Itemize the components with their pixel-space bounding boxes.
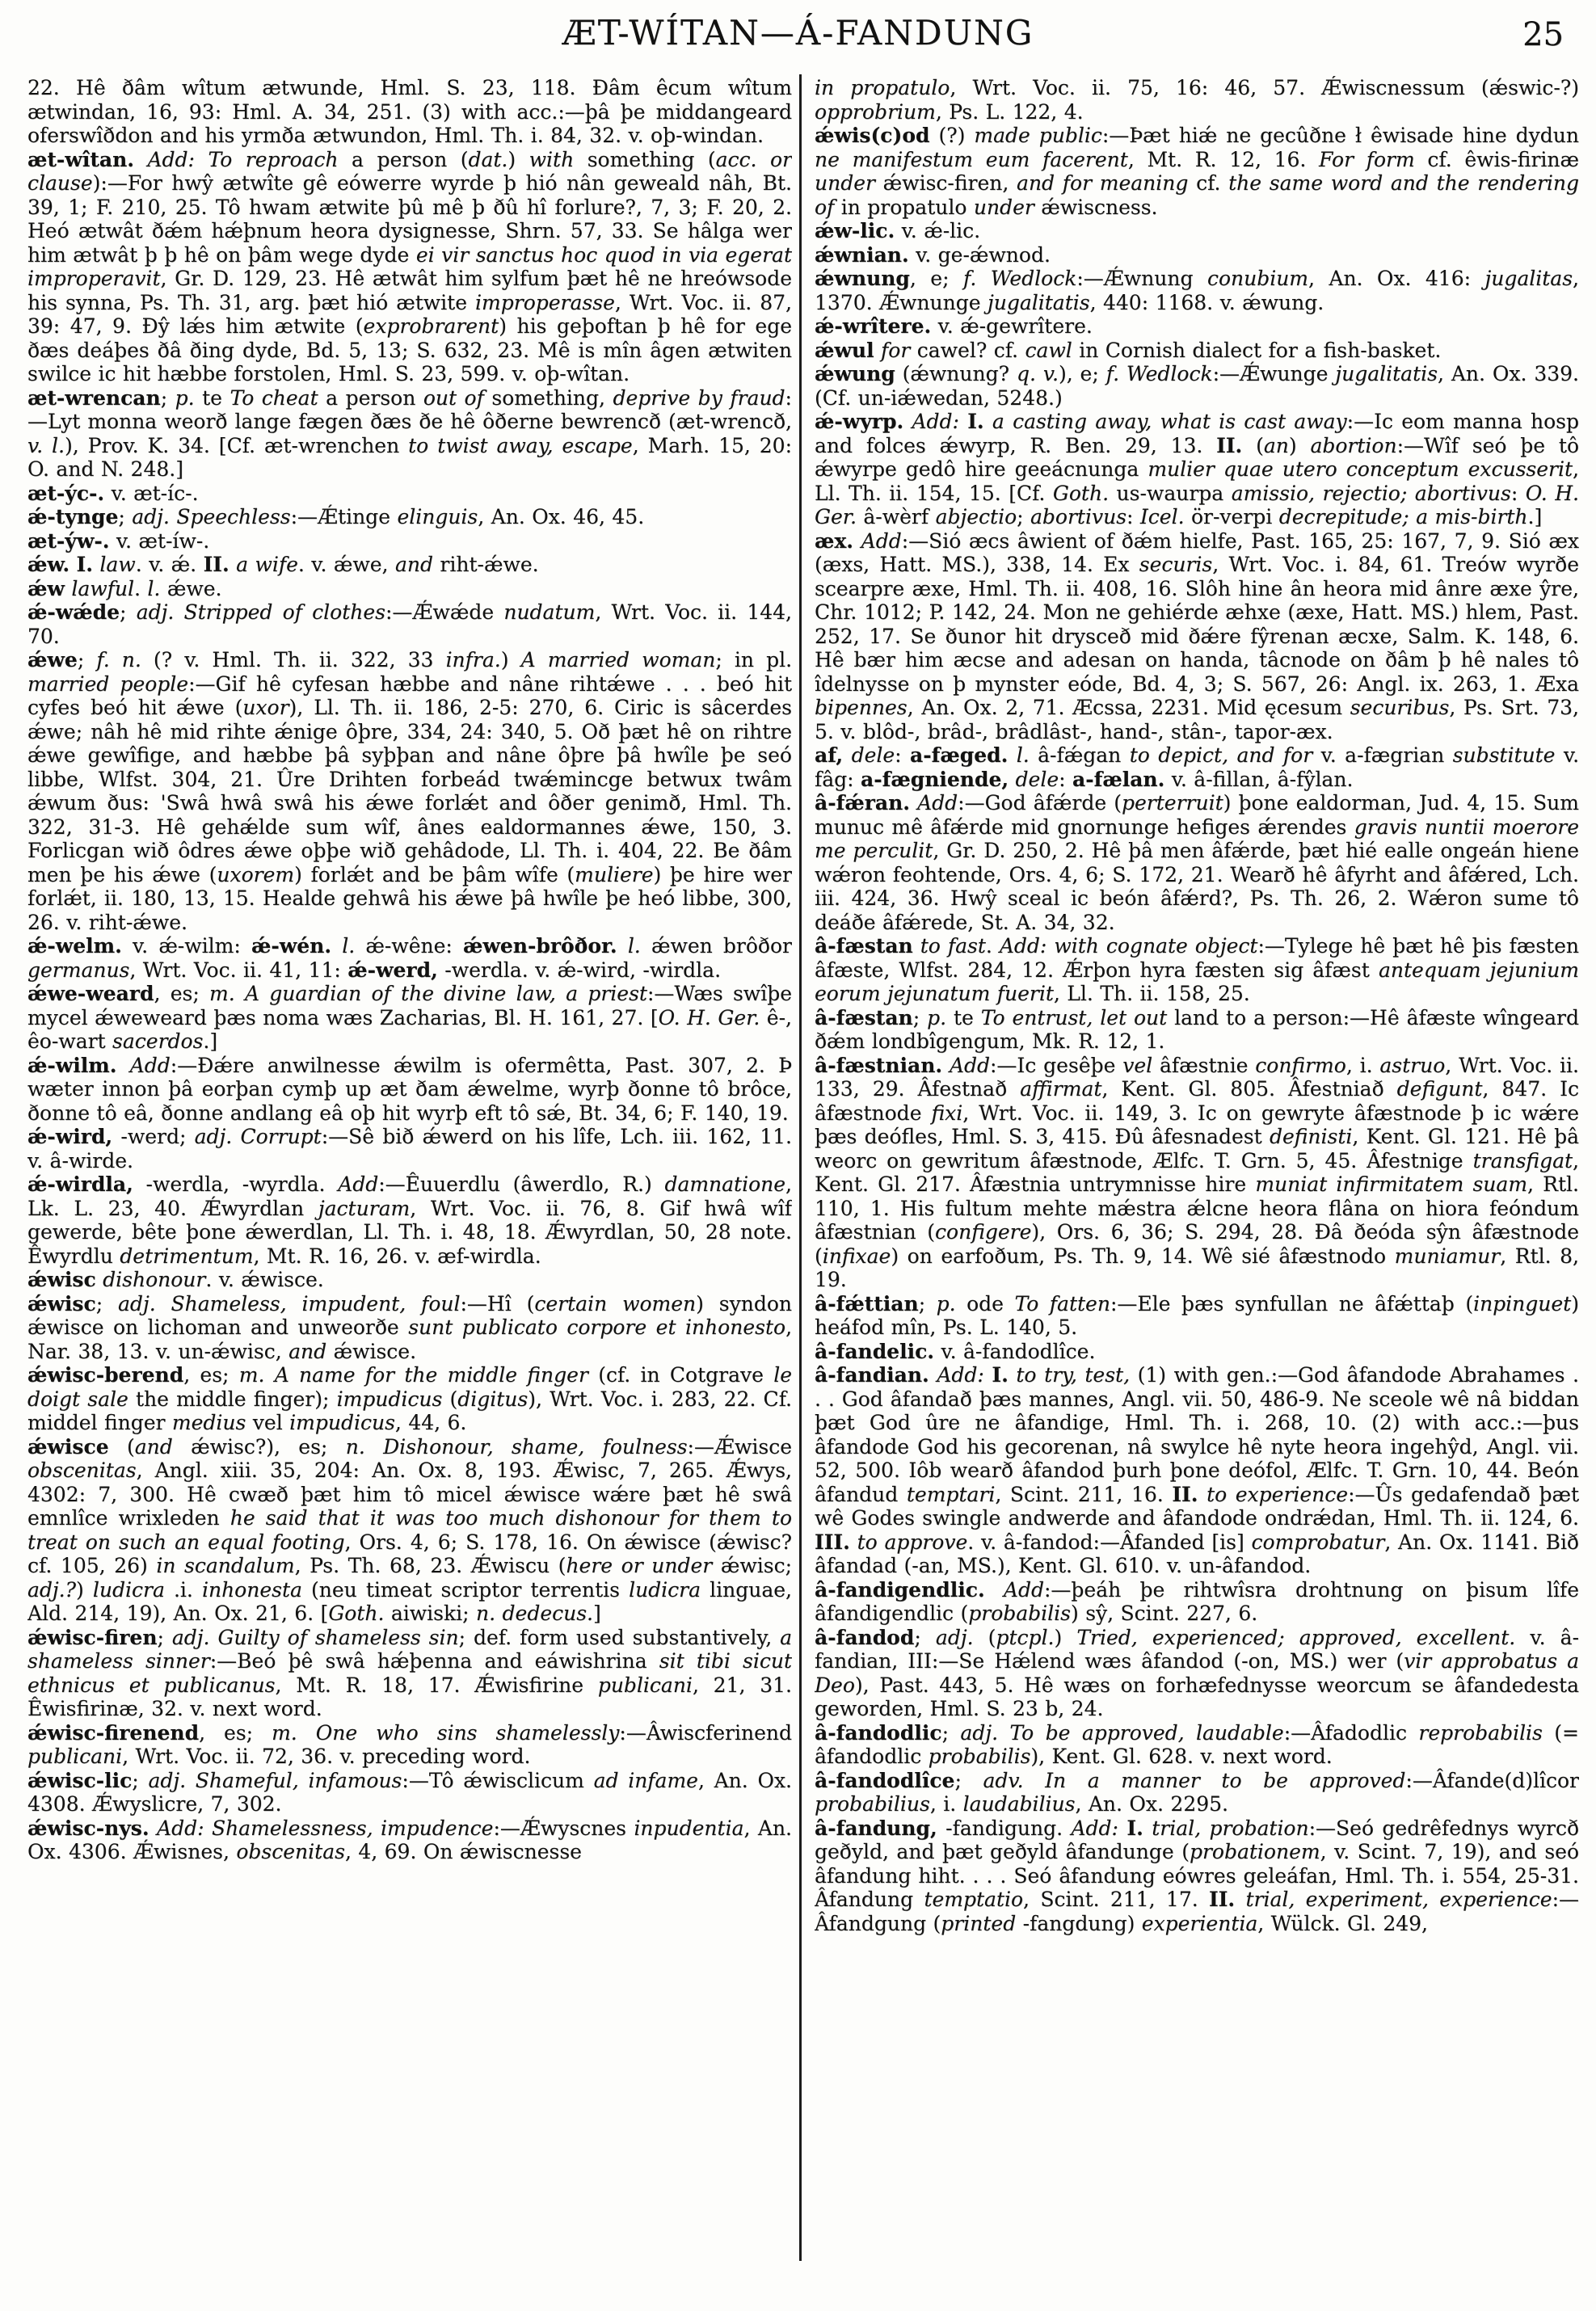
dictionary-entry: ǽwisc-nys. Add: Shamelessness, impudence:—Ǽwyscnes inpudentia, An. Ox. 4306. Ǽwisnes, obscenitas, 4, 69. On ǽwiscnesse [27, 1816, 792, 1863]
dictionary-entry: ǽwisc; adj. Shameless, impudent, foul:—Hî (certain women) syndon ǽwisce on lichoman and unweorðe sunt publicato corpore et inhonesto, Nar. 38, 13. v. un-ǽwisc, and ǽwisce. [27, 1291, 792, 1363]
dictionary-entry: â-fandodlîce; adv. In a manner to be approved:—Âfande(d)lîcor probabilius, i. laudabilius, An. Ox. 2295. [815, 1768, 1579, 1816]
dictionary-entry: æt-wîtan. Add: To reproach a person (dat.) with something (acc. or clause):—For hwŷ ætwîte gê eówerre wyrde þ hió nân geweald nâh, Bt. 39, 1; F. 210, 25. Tô hwam ætwite þû mê þ ðû hî forlure?, 7, 3; F. 20, 2. Heó ætwât ðǽm hǽþnum heora dysignesse, Shrn. 57, 33. Se hâlga wer him ætwât þ þ hê on þâm wege dyde ei vir sanctus hoc quod in via egerat improperavit, Gr. D. 129, 23. Hê ætwât him sylfum þæt hê ne hreówsode his synna, Ps. Th. 31, arg. þæt hió ætwite improperasse, Wrt. Voc. ii. 87, 39: 47, 9. Ðŷ lǽs him ætwite (exprobrarent) his geþoftan þ hê for ege ðæs deáþes ðâ ðing dyde, Bd. 5, 13; S. 632, 23. Mê is mîn âgen ætwiten swilce ic hit hæbbe forstolen, Hml. S. 23, 599. v. oþ-wîtan. [27, 147, 792, 385]
page-header-title: ÆT-WÍTAN—Á-FANDUNG [562, 13, 1034, 53]
dictionary-entry: æt-ýc-. v. æt-íc-. [27, 481, 199, 505]
right-column [815, 76, 1579, 2290]
left-column [27, 76, 792, 2290]
dictionary-entry: ǽwung (ǽwnung? q. v.), e; f. Wedlock:—Ǽwunge jugalitatis, An. Ox. 339. (Cf. un-iǽwedan, 5248.) [815, 362, 1579, 410]
dictionary-entry: af, dele: a-fæged. l. â-fǽgan to depict, and for v. a-fægrian substitute v. fâg: a-fægniende, dele: a-fælan. v. â-fillan, â-fŷlan. [815, 743, 1579, 791]
dictionary-entry: ǽwe-weard, es; m. A guardian of the divine law, a priest:—Wæs swîþe mycel ǽweweard þæs noma wæs Zacharias, Bl. H. 161, 27. [O. H. Ger. ê-, êo-wart sacerdos.] [27, 982, 792, 1053]
dictionary-entry: ǽwe; f. n. (? v. Hml. Th. ii. 322, 33 infra.) A married woman; in pl. married people:—Gif hê cyfesan hæbbe and nâne rihtǽwe . . . beó hit cyfes beó hit ǽwe (uxor), Ll. Th. ii. 186, 2-5: 270, 6. Ciric is sâcerdes ǽwe; nâh hê mid rihte ǽnige ôþre, 334, 24: 340, 5. Oð þæt hê on rihtre ǽwe gewîfige, and hæbbe þâ syþþan and nâne ôþre þâ hwîle þe seó libbe, Wlfst. 304, 21. Ûre Drihten forbeád twǽmincge betwux twâm ǽwum ðus: 'Swâ hwâ swâ his ǽwe forlǽt and ôðer genimð, Hml. Th. 322, 31-3. Hê gehǽlde sum wîf, ânes ealdormannes ǽwe, 150, 3. Forlicgan wið ôdres ǽwe oþþe wið gehâdode, Ll. Th. i. 404, 22. Be ðâm men þe his ǽwe (uxorem) forlǽt and be þâm wîfe (muliere) þe hire wer forlǽt, ii. 180, 13, 15. Healde gehwâ his ǽwe þâ hwîle þe heó libbe, 300, 26. v. riht-ǽwe. [27, 648, 792, 934]
dictionary-entry: ǽ-wilm. Add:—Ðǽre anwilnesse ǽwilm is ofermêtta, Past. 307, 2. Þ wæter innon þâ eorþan cymþ up æt ðam ǽwelme, wyrþ ðonne tô brôce, ðonne tô eâ, ðonne andlang eâ oþ hit wyrþ eft tô sǽ, Bt. 34, 6; F. 140, 19. [27, 1053, 792, 1125]
dictionary-entry: ǽ-wirdla, -werdla, -wyrdla. Add:—Êuuerdlu (âwerdlo, R.) damnatione, Lk. L. 23, 40. Ǽwyrdlan jacturam, Wrt. Voc. ii. 76, 8. Gif hwâ wîf gewerde, bête þone ǽwerdlan, Ll. Th. i. 48, 18. Ǽwyrdlan, 50, 28 note. Êwyrdlu detrimentum, Mt. R. 16, 26. v. æf-wirdla. [27, 1172, 792, 1268]
dictionary-entry: ǽ-wyrp. Add: I. a casting away, what is cast away:—Ic eom manna hosp and folces ǽwyrp, R. Ben. 29, 13. II. (an) abortion:—Wîf seó þe tô ǽwyrpe gedô hire geeácnunga mulier quae utero conceptum excusserit, Ll. Th. ii. 154, 15. [Cf. Goth. us-waurpa amissio, rejectio; abortivus: O. H. Ger. â-wèrf abjectio; abortivus: Icel. ör-verpi decrepitude; a mis-birth.] [815, 410, 1579, 528]
dictionary-entry: â-fandodlic; adj. To be approved, laudable:—Âfadodlic reprobabilis (= âfandodlic probabilis), Kent. Gl. 628. v. next word. [815, 1720, 1579, 1768]
dictionary-entry: æt-wrencan; p. te To cheat a person out of something, deprive by fraud:—Lyt monna weorð lange fægen ðæs ðe hê ôðerne bewrencð (æt-wrencð, v. l.), Prov. K. 34. [Cf. æt-wrenchen to twist away, escape, Marh. 15, 20: O. and N. 248.] [27, 385, 792, 481]
dictionary-entry: ǽwis(c)od (?) made public:—Þæt hiǽ ne gecûðne ł êwisade hine dydun ne manifestum eum facerent, Mt. R. 12, 16. For form cf. êwis-firinæ under ǽwisc-firen, and for meaning cf. the same word and the rendering of in propatulo under ǽwiscness. [815, 124, 1579, 219]
dictionary-entry: ǽ-wird, -werd; adj. Corrupt:—Sê bið ǽwerd on his lîfe, Lch. iii. 162, 11. v. â-wirde. [27, 1125, 792, 1172]
dictionary-entry: ǽw. I. law. v. ǽ. II. a wife. v. ǽwe, and riht-ǽwe. [27, 553, 539, 576]
dictionary-entry: â-fǽran. Add:—God âfǽrde (perterruit) þone ealdorman, Jud. 4, 15. Sum munuc mê âfǽrde mid gnornunge hefiges ǽrendes gravis nuntii moerore me perculit, Gr. D. 250, 2. Hê þâ men âfǽrde, þæt hié ealle ongeán hiene wǽron feohtende, Ors. 4, 6; S. 172, 21. Wearð hê âfyrht and âfǽred, Lch. iii. 424, 36. Hwŷ sceal ic beón âfǽrd?, Ps. Th. 26, 2. Wǽron sume tô deáðe âfǽrede, St. A. 34, 32. [815, 791, 1579, 934]
dictionary-entry: ǽwisc-firenend, es; m. One who sins shamelessly:—Âwiscferinend publicani, Wrt. Voc. ii. 72, 36. v. preceding word. [27, 1720, 792, 1768]
dictionary-entry: ǽ-welm. v. ǽ-wilm: ǽ-wén. l. ǽ-wêne: ǽwen-brôðor. l. ǽwen brôðor germanus, Wrt. Voc. ii. 41, 11: ǽ-werd, -werdla. v. ǽ-wird, -wirdla. [27, 934, 792, 982]
dictionary-entry: â-fǽttian; p. ode To fatten:—Ele þæs synfullan ne âfǽttaþ (inpinguet) heáfod mîn, Ps. L. 140, 5. [815, 1291, 1579, 1339]
dictionary-entry: â-fæstnian. Add:—Ic gesêþe vel âfæstnie confirmo, i. astruo, Wrt. Voc. ii. 133, 29. Âfestnað affirmat, Kent. Gl. 805. Âfestniað defigunt, 847. Ic âfæstnode fixi, Wrt. Voc. ii. 149, 3. Ic on gewryte âfæstnode þ ic wǽre þæs deófles, Hml. S. 3, 415. Ðû âfesnadest definisti, Kent. Gl. 121. Hê þâ weorc on gewritum âfæstnode, Ælfc. T. Grn. 5, 45. Âfestnige transfigat, Kent. Gl. 217. Âfæstnia untrymnisse hire muniat infirmitatem suam, Rtl. 110, 1. His fultum mehte mǽstra ǽlcne heora flâna on hiora feóndum âfæstnian (configere), Ors. 6, 36; S. 294, 28. Ðâ ðeóda sŷn âfæstnode (infixae) on earfoðum, Ps. Th. 9, 14. Wê sié âfæstnodo muniamur, Rtl. 8, 19. [815, 1053, 1579, 1291]
dictionary-entry: æt-ýw-. v. æt-íw-. [27, 528, 210, 553]
dictionary-entry: ǽwisc-lic; adj. Shameful, infamous:—Tô ǽwisclicum ad infame, An. Ox. 4308. Ǽwyslicre, 7, 302. [27, 1768, 792, 1816]
column-divider-rule [799, 74, 802, 2261]
dictionary-entry: â-fandigendlic. Add:—þeáh þe rihtwîsra drohtnung on þisum lîfe âfandigendlic (probabilis) sŷ, Scint. 227, 6. [815, 1577, 1579, 1625]
dictionary-entry: â-fandod; adj. (ptcpl.) Tried, experienced; approved, excellent. v. â-fandian, III:—Se Hǽlend wæs âfandod (-on, MS.) wer (vir approbatus a Deo), Past. 443, 5. Hê wæs on forhæfednysse weorcum se âfandedesta geworden, Hml. S. 23 b, 24. [815, 1625, 1579, 1720]
dictionary-entry: ǽwisc-berend, es; m. A name for the middle finger (cf. in Cotgrave le doigt sale the middle finger); impudicus (digitus), Wrt. Voc. i. 283, 22. Cf. middel finger medius vel impudicus, 44, 6. [27, 1363, 792, 1434]
dictionary-entry: ǽw-lic. v. ǽ-lic. [815, 219, 981, 242]
dictionary-entry: ǽwnian. v. ge-ǽwnod. [815, 242, 1051, 267]
dictionary-entry: ǽwisc dishonour. v. ǽwisce. [27, 1268, 324, 1291]
dictionary-entry: â-fandelic. v. â-fandodlîce. [815, 1339, 1096, 1363]
dictionary-entry: ǽwisce (and ǽwisc?), es; n. Dishonour, shame, foulness:—Ǽwisce obscenitas, Angl. xiii. 35, 204: An. Ox. 8, 193. Ǽwisc, 7, 265. Ǽwys, 4302: 7, 300. Hê cwæð þæt him tô micel ǽwisce wǽre þæt hê swâ emnlîce wrixleden he said that it was too much dishonour for them to treat on such an equal footing, Ors. 4, 6; S. 178, 16. On ǽwisce (ǽwisc? cf. 105, 26) in scandalum, Ps. Th. 68, 23. Ǽwiscu (here or under ǽwisc; adj.?) ludicra .i. inhonesta (neu timeat scriptor terrentis ludicra linguae, Ald. 214, 19), An. Ox. 21, 6. [Goth. aiwiski; n. dedecus.] [27, 1434, 792, 1625]
dictionary-entry: ǽw lawful. l. ǽwe. [27, 576, 222, 600]
dictionary-entry: in propatulo, Wrt. Voc. ii. 75, 16: 46, 57. Ǽwiscnessum (ǽswic-?) opprobrium, Ps. L. 122, 4. [815, 76, 1579, 124]
dictionary-entry: ǽ-wrîtere. v. ǽ-gewrîtere. [815, 314, 1093, 338]
dictionary-entry: ǽwisc-firen; adj. Guilty of shameless sin; def. form used substantively, a shameless sinner:—Beó þê swâ hǽþenna and eáwishrina sit tibi sicut ethnicus et publicanus, Mt. R. 18, 17. Ǽwisfirine publicani, 21, 31. Êwisfirinæ, 32. v. next word. [27, 1625, 792, 1720]
dictionary-entry: â-fandung, -fandigung. Add: I. trial, probation:—Seó gedrêfednys wyrcð geðyld, and þæt geðyld âfandunge (probationem, v. Scint. 7, 19), and seó âfandung hiht. . . . Seó âfandung eówres geleáfan, Hml. Th. i. 554, 25-31. Âfandung temptatio, Scint. 211, 17. II. trial, experiment, experience:—Âfandgung (printed -fangdung) experientia, Wülck. Gl. 249, [815, 1816, 1579, 1935]
dictionary-entry: 22. Hê ðâm wîtum ætwunde, Hml. S. 23, 118. Ðâm êcum wîtum ætwindan, 16, 93: Hml. A. 34, 251. (3) with acc.:—þâ þe middangeard oferswîðdon and his yrmða ætwundon, Hml. Th. i. 84, 32. v. oþ-windan. [27, 76, 792, 147]
dictionary-entry: ǽ-tynge; adj. Speechless:—Ǽtinge elinguis, An. Ox. 46, 45. [27, 505, 645, 528]
dictionary-entry: â-fæstan to fast. Add: with cognate object:—Tylege hê þæt hê þis fæsten âfæste, Wlfst. 284, 12. Ǽrþon hyra fæsten sig âfæst antequam jejunium eorum jejunatum fuerit, Ll. Th. ii. 158, 25. [815, 934, 1579, 1005]
dictionary-entry: ǽwnung, e; f. Wedlock:—Ǽwnung conubium, An. Ox. 416: jugalitas, 1370. Ǽwnunge jugalitatis, 440: 1168. v. ǽwung. [815, 267, 1579, 314]
page-number: 25 [1522, 16, 1564, 53]
dictionary-entry: â-fandian. Add: I. to try, test, (1) with gen.:—God âfandode Abrahames . . . God âfandað þæs mannes, Angl. vii. 50, 486-9. Ne sceole wê nâ biddan þæt God ûre ne âfandige, Hml. Th. i. 268, 10. (2) with acc.:—þus âfandode God his gecorenan, nâ swylce hê nyte heora ingehŷd, Angl. vii. 52, 500. Iôb wearð âfandod þurh þone deófol, Ælfc. T. Grn. 10, 44. Beón âfandud temptari, Scint. 211, 16. II. to experience:—Ûs gedafendað þæt wê Godes swingle andwerde and âfandode ondrǽdan, Hml. Th. ii. 124, 6. III. to approve. v. â-fandod:—Âfanded [is] comprobatur, An. Ox. 1141. Bið âfandad (-an, MS.), Kent. Gl. 610. v. un-âfandod. [815, 1363, 1579, 1577]
dictionary-entry: ǽwul for cawel? cf. cawl in Cornish dialect for a fish-basket. [815, 338, 1442, 362]
dictionary-entry: æx. Add:—Sió æcs âwient of ðǽm hielfe, Past. 165, 25: 167, 7, 9. Sió æx (æxs, Hatt. MS.), 338, 14. Ex securis, Wrt. Voc. i. 84, 61. Treów wyrðe scearpre æxe, Hml. Th. ii. 408, 16. Slôh hine ân heora mid ânre æxe ŷre, Chr. 1012; P. 142, 24. Mon ne gehiérde æhxe (æxe, Hatt. MS.) hlem, Past. 252, 17. Se ðunor hit drysceð mid ðǽre fŷrenan æcxe, Salm. K. 148, 6. Hê bær him æcse and adesan on handa, tâcnode on ðâm þ hê nales tô îdelnysse on þ mynster eóde, Bd. 4, 3; S. 567, 26: Angl. ix. 263, 1. Æxa bipennes, An. Ox. 2, 71. Æcssa, 2231. Mid ęcesum securibus, Ps. Srt. 73, 5. v. blôd-, brâd-, brâdlâst-, hand-, stân-, tapor-æx. [815, 528, 1579, 743]
dictionary-entry: ǽ-wǽde; adj. Stripped of clothes:—Ǽwǽde nudatum, Wrt. Voc. ii. 144, 70. [27, 600, 792, 648]
dictionary-entry: â-fæstan; p. te To entrust, let out land to a person:—Hê âfæste wîngeard ðǽm londbîgengum, Mk. R. 12, 1. [815, 1005, 1579, 1053]
